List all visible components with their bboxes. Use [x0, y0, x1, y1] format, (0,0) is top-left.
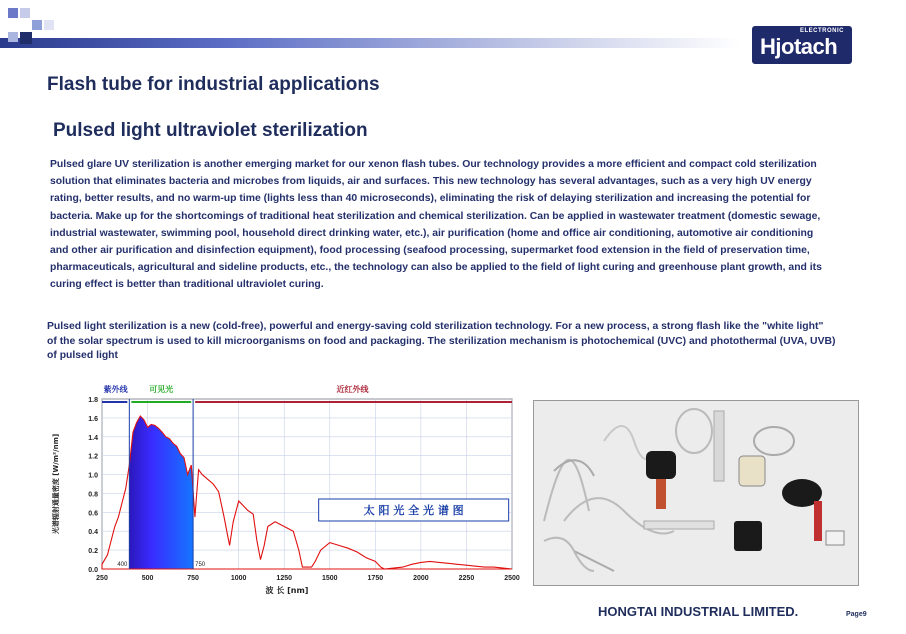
footer-company-name: HONGTAI INDUSTRIAL LIMITED. [598, 604, 799, 619]
page-number: Page9 [846, 611, 867, 618]
y-tick-label: 1.2 [88, 453, 98, 461]
y-tick-label: 1.6 [88, 415, 98, 423]
y-tick-label: 0.6 [88, 510, 98, 518]
paragraph-line: industrial wastewater, swimming pool, household direct drinking water, etc.), air purification (home and office air conditioning, automotive air conditioning [50, 227, 814, 239]
chart-title: 太 阳 光 全 光 谱 图 [363, 504, 464, 517]
uv-region-label: 紫外线 [103, 385, 128, 394]
paragraph-line: bacteria. Make up for the shortcomings of traditional heat sterilization and chemical sterilization. Can be applied in wastewater treatment (domestic sewage, [50, 210, 821, 222]
y-tick-label: 1.4 [88, 434, 98, 442]
x-tick-label: 2500 [504, 575, 520, 582]
flash-tubes-photo [533, 400, 859, 586]
ir-region-label: 近红外线 [336, 385, 369, 394]
x-tick-label: 2000 [413, 575, 429, 582]
solar-spectrum-chart [40, 378, 520, 600]
y-tick-label: 1.8 [88, 397, 98, 404]
decor-square [44, 20, 54, 30]
paragraph-line: and other air purification and disinfection equipment), food processing (seafood processing, supermarket food extension in the field of preservation time, [50, 245, 810, 257]
decor-square [8, 8, 18, 18]
header-gradient-bar [0, 38, 740, 48]
decor-square [20, 8, 30, 18]
x-tick-label: 1250 [276, 575, 293, 582]
paragraph-line: curing effect is better than traditional ultraviolet curing. [50, 279, 324, 291]
visible-region-label: 可见光 [149, 385, 174, 394]
section-subtitle: Pulsed light ultraviolet sterilization [53, 120, 368, 141]
x-axis-label: 波 长 [nm] [265, 586, 309, 595]
y-tick-label: 0.2 [88, 548, 98, 556]
company-logo [752, 26, 852, 64]
page-title: Flash tube for industrial applications [47, 74, 380, 95]
y-axis-label: 光谱辐射通量密度 [W/m²/nm] [52, 433, 60, 535]
paragraph-line: pharmaceuticals, agricultural and sideline products, etc., the technology can also be applied to the field of light curing and greenhouse plant growth, and its [50, 262, 822, 274]
y-tick-label: 0.0 [88, 567, 98, 574]
paragraph-line: rating, better results, and no warm-up time (lights less than 40 microseconds), eliminating the risk of delaying sterilization and increasing the potential for [50, 193, 811, 205]
boundary-label-left: 400 [117, 562, 128, 568]
y-tick-label: 0.8 [88, 491, 98, 499]
x-tick-label: 1500 [321, 575, 338, 582]
intro-paragraph [50, 156, 880, 294]
paragraph-line: Pulsed light sterilization is a new (cold-free), powerful and energy-saving cold sterilization technology. For a new process, a strong flash like the "white light" [47, 321, 824, 332]
x-tick-label: 500 [141, 575, 154, 582]
x-tick-label: 1750 [367, 575, 384, 582]
x-tick-label: 2250 [458, 575, 475, 582]
paragraph-line: Pulsed glare UV sterilization is another emerging market for our xenon flash tubes. Our technology provides a more efficient and compact cold sterilization [50, 159, 817, 170]
flash-tubes-illustration [534, 401, 858, 585]
y-tick-label: 0.4 [88, 529, 98, 537]
x-tick-label: 1000 [230, 575, 247, 582]
pulsed-light-paragraph [47, 320, 836, 364]
decor-square [32, 20, 42, 30]
x-tick-label: 750 [187, 575, 199, 582]
logo-brand-text: Hjotach [760, 34, 838, 59]
y-tick-label: 1.0 [88, 472, 98, 480]
paragraph-line: of the solar spectrum is used to kill microorganisms on food and packaging. The sterilization mechanism is photochemical (UVC) and photothermal (UVA, UVB) [47, 335, 836, 347]
paragraph-line: solution that eliminates bacteria and microbes from liquids, air and surfaces. This new technology has several advantages, such as a very high UV energy [50, 176, 812, 188]
decor-square [20, 32, 32, 44]
x-tick-label: 250 [96, 575, 108, 582]
paragraph-line: of pulsed light [47, 350, 118, 361]
decor-square [8, 32, 18, 42]
logo-small-text: ELECTRONIC [800, 28, 844, 34]
boundary-label-right: 750 [195, 562, 206, 568]
